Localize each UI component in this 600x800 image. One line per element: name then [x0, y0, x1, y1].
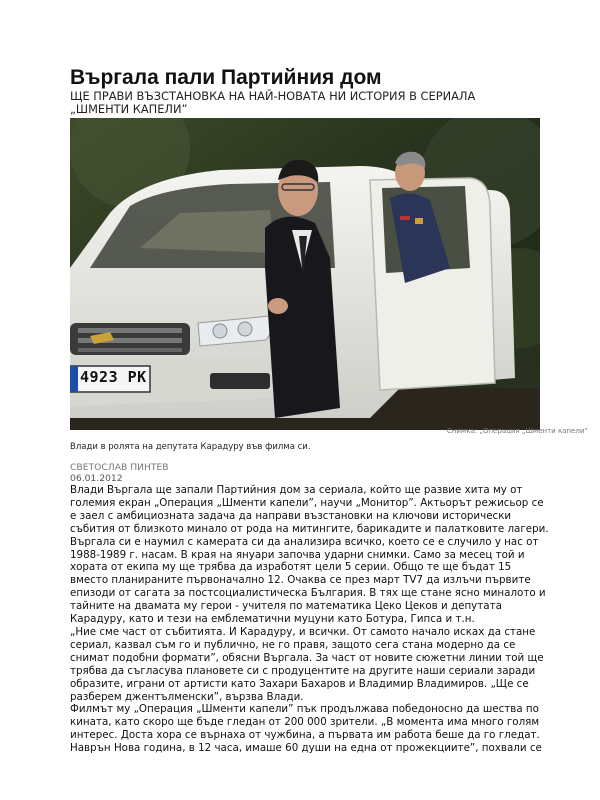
body-line: кината, като скоро ще бъде гледан от 200 000 зрители. „В момента има много голям [70, 716, 540, 729]
body-line: сериал, казвал съм го и публично, не го правя, защото сега стана модерно да се [70, 638, 516, 651]
body-line: вместо планираните първоначално 12. Очаква се през март TV7 да излъчи първите [70, 574, 531, 587]
body-line: Наврън Нова година, в 12 часа, имаше 60 души на една от прожекциите”, похвали се [70, 742, 542, 755]
body-line: Влади Въргала ще запали Партийния дом за сериала, който ще развие хита му от [70, 484, 523, 496]
body-line: разберем джентълменски”, вързва Влади. [70, 690, 304, 703]
article-subheadline-2: „ШМЕНТИ КАПЕЛИ” [70, 102, 188, 116]
body-line: трябва да съгласува плановете си с продуцентите на другите наши сериали заради [70, 664, 536, 677]
article-date: 06.01.2012 [70, 473, 123, 484]
body-line: големия екран „Операция „Шменти капели”, научи „Монитор”. Актьорът режисьор се [70, 496, 544, 509]
article-headline: Въргала пали Партийния дом [70, 66, 382, 89]
body-line: е заел с амбициозната задача да направи възстановки на ключови исторически [70, 509, 512, 522]
body-line: тайните на двамата му герои - учителя по математика Цеко Цеков и депутата [70, 600, 502, 613]
license-plate-text: 4923 PK [80, 368, 147, 386]
article-subheadline-1: ЩЕ ПРАВИ ВЪЗСТАНОВКА НА НАЙ-НОВАТА НИ ИСТОРИЯ В СЕРИАЛА [70, 89, 476, 103]
body-line: Карадуру, като и тези на емблематични муцуни като Ботура, Гипса и т.н. [70, 613, 475, 626]
body-line: епизоди от сагата за постсоциалистическа България. В тях ще стане ясно миналото и [70, 587, 546, 600]
body-line: Филмът му „Операция „Шменти капели” пък продължава победоносно да шества по [70, 703, 539, 716]
body-line: интерес. Доста хора се върнаха от чужбина, а първата им работа беше да го гледат. [70, 729, 540, 742]
body-line: събития от близкото минало от рода на митингите, барикадите и палатковите лагери. [70, 522, 549, 535]
body-line: образите, играни от артисти като Захари Бахаров и Владимир Владимиров. „Ще се [70, 677, 529, 690]
article-body [70, 484, 549, 755]
body-line: хората от екипа му ще трябва да изработят цели 5 серии. Общо те ще бъдат 15 [70, 561, 512, 574]
photo-credit: Снимка: „Операция „Шменти капели” [446, 427, 588, 435]
article-photo [70, 118, 540, 430]
article-author: СВЕТОСЛАВ ПИНТЕВ [70, 462, 169, 473]
body-line: снимат подобни формати”, обясни Въргала. За част от новите сюжетни линии той ще [70, 651, 544, 664]
photo-caption: Влади в ролята на депутата Карадуру във филма си. [70, 442, 311, 452]
body-line: 1988-1989 г. насам. В края на януари започва ударни снимки. Само за месец той и [70, 548, 525, 561]
body-line: Въргала си е наумил с камерата си да анализира всичко, което се е случило у нас от [70, 535, 539, 548]
article [70, 66, 549, 755]
body-line: „Ние сме част от събитията. И Карадуру, и всички. От самото начало исках да стане [70, 625, 536, 638]
